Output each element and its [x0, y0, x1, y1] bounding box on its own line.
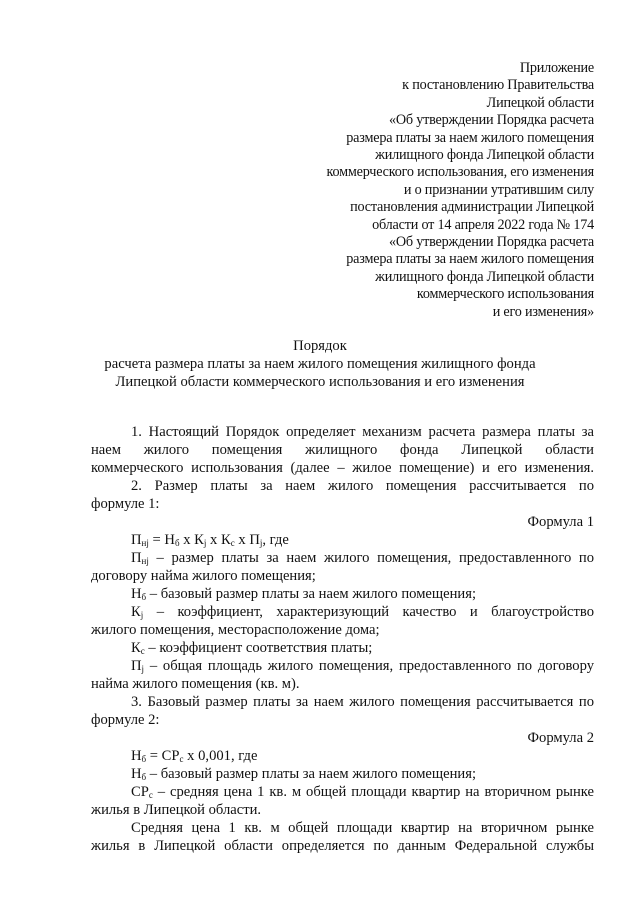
title-line: расчета размера платы за наем жилого помещения жилищного фонда — [104, 356, 536, 372]
appendix-line: размера платы за наем жилого помещения — [346, 251, 594, 268]
definition-pj: $П_j$ – общая площадь жилого помещения, предоставленного по договору найма жилого помещения (кв. м). — [91, 658, 594, 692]
appendix-line: постановления администрации Липецкой — [350, 199, 594, 216]
definition-nb-2: $Н_б$ – базовый размер платы за наем жилого помещения; — [131, 766, 477, 782]
paragraph-1 — [91, 423, 594, 477]
appendix-line: и его изменения» — [492, 303, 594, 320]
appendix-line: к постановлению Правительства — [402, 77, 594, 94]
formula-2: $Н_б = СР_с$ х 0,001, где — [131, 748, 258, 764]
title-line: Липецкой области коммерческого использования и его изменения — [115, 374, 525, 390]
document-title — [80, 337, 560, 391]
appendix-line: жилищного фонда Липецкой области — [375, 268, 594, 285]
formula-1-label: Формула 1 — [527, 514, 594, 530]
paragraph-3 — [91, 693, 594, 729]
definition-kj: $К_j$ – коэффициент, характеризующий качество и благоустройство жилого помещения, месторасположение дома; — [91, 604, 594, 638]
text-line: формуле 1: — [91, 496, 160, 512]
appendix-line: «Об утверждении Порядка расчета — [388, 234, 594, 251]
appendix-line: Приложение — [519, 60, 594, 76]
appendix-line: области от 14 апреля 2022 года № 174 — [372, 216, 594, 233]
document-body — [91, 423, 594, 855]
definition-nb: $Н_б$ – базовый размер платы за наем жилого помещения; — [131, 586, 477, 602]
text-line: 2. Размер платы за наем жилого помещения рассчитывается по — [131, 478, 594, 494]
appendix-line: Липецкой области — [486, 94, 594, 111]
text-line: жилья в Липецкой области определяется по данным Федеральной службы — [91, 838, 594, 854]
definition-pnj: $П_{нj}$ – размер платы за наем жилого помещения, предоставленного по договору найма жилого помещения; — [91, 550, 594, 584]
appendix-line: жилищного фонда Липецкой области — [375, 147, 594, 164]
definition-src: $СР_с$ – средняя цена 1 кв. м общей площади квартир на вторичном рынке жилья в Липецкой области. — [91, 784, 594, 818]
text-line: Средняя цена 1 кв. м общей площади квартир на вторичном рынке — [131, 820, 594, 836]
formula-1: $П_{нj} = Н_б$ х $К_j$ х $К_с$ х $П_j$, где — [131, 532, 289, 548]
appendix-line: «Об утверждении Порядка расчета — [388, 112, 594, 129]
definition-kc: $К_с$ – коэффициент соответствия платы; — [131, 640, 373, 656]
appendix-line: и о признании утратившим силу — [403, 181, 594, 198]
appendix-line: коммерческого использования — [416, 286, 594, 303]
text-line: наем жилого помещения жилищного фонда Липецкой области — [91, 442, 594, 458]
appendix-header — [264, 60, 594, 321]
text-line: 3. Базовый размер платы за наем жилого помещения рассчитывается по — [131, 694, 594, 710]
paragraph-2 — [91, 477, 594, 513]
formula-2-label: Формула 2 — [527, 730, 594, 746]
text-line: 1. Настоящий Порядок определяет механизм расчета размера платы за — [131, 424, 594, 440]
paragraph-4 — [91, 819, 594, 855]
text-line: формуле 2: — [91, 712, 160, 728]
appendix-line: коммерческого использования, его изменения — [326, 164, 594, 181]
appendix-line: размера платы за наем жилого помещения — [346, 129, 594, 146]
title-heading: Порядок — [293, 338, 347, 354]
text-line: коммерческого использования (далее – жилое помещение) и его изменения. — [91, 460, 594, 476]
